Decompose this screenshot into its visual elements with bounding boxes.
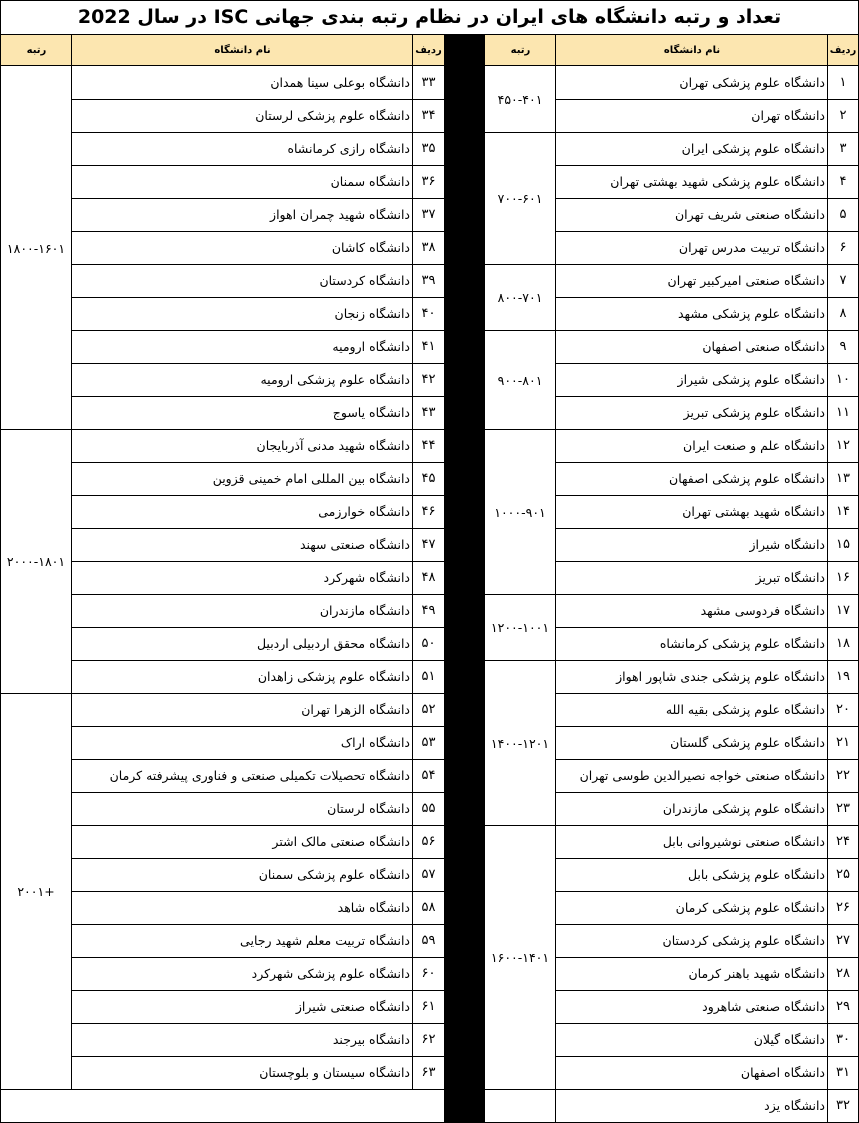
table-row xyxy=(555,826,858,859)
table-row xyxy=(71,892,444,925)
table-row xyxy=(555,529,858,562)
row-number: ۵ xyxy=(839,207,847,222)
row-number: ۲۱ xyxy=(836,735,850,750)
empty-row xyxy=(1,1090,444,1123)
row-number: ۲ xyxy=(839,108,847,123)
row-number: ۶۱ xyxy=(421,999,436,1014)
university-name: دانشگاه رازی کرمانشاه xyxy=(287,141,410,156)
table-row xyxy=(71,133,444,166)
row-number: ۱۰ xyxy=(836,372,850,387)
row-number: ۱۵ xyxy=(836,537,850,552)
row-number: ۴۲ xyxy=(421,372,436,387)
table-row xyxy=(71,958,444,991)
table-row xyxy=(71,166,444,199)
university-name: دانشگاه شهید بهشتی تهران xyxy=(682,504,825,519)
university-name: دانشگاه یزد xyxy=(764,1098,825,1113)
university-name: دانشگاه علوم پزشکی مازندران xyxy=(662,801,825,816)
university-name: دانشگاه تحصیلات تکمیلی صنعتی و فناوری پیشرفته کرمان xyxy=(109,768,410,783)
row-number: ۴۳ xyxy=(421,405,436,420)
table-row xyxy=(71,595,444,628)
table-row xyxy=(71,694,444,727)
table-row xyxy=(555,100,858,133)
table-row xyxy=(555,958,858,991)
table-row xyxy=(71,496,444,529)
row-number: ۳۰ xyxy=(836,1032,850,1047)
table-row xyxy=(71,199,444,232)
row-number: ۵۳ xyxy=(421,735,436,750)
university-name: دانشگاه علوم پزشکی اصفهان xyxy=(669,471,825,486)
university-name: دانشگاه علوم پزشکی شهرکرد xyxy=(251,966,410,981)
row-number: ۴۰ xyxy=(421,306,436,321)
table-row xyxy=(555,892,858,925)
table-row xyxy=(555,793,858,826)
row-number: ۳۸ xyxy=(421,240,436,255)
row-number: ۳۱ xyxy=(836,1065,850,1080)
university-name: دانشگاه علوم پزشکی ارومیه xyxy=(260,372,410,387)
table-row xyxy=(555,166,858,199)
university-name: دانشگاه علوم پزشکی سمنان xyxy=(258,867,410,882)
rank-group: ۷۰۰-۶۰۱ xyxy=(485,133,555,265)
row-number: ۲۷ xyxy=(836,933,850,948)
header-row-number-right: ردیف xyxy=(828,34,858,66)
table-row xyxy=(555,925,858,958)
row-number: ۴۷ xyxy=(421,537,436,552)
table-row xyxy=(555,628,858,661)
row-number: ۳۳ xyxy=(421,75,436,90)
row-number: ۲۳ xyxy=(836,801,850,816)
table-row xyxy=(71,331,444,364)
university-name: دانشگاه کاشان xyxy=(331,240,410,255)
university-name: دانشگاه علوم پزشکی مشهد xyxy=(678,306,825,321)
rank-group: +۲۰۰۱ xyxy=(1,694,71,1090)
row-number: ۵۹ xyxy=(421,933,436,948)
table-row xyxy=(71,430,444,463)
row-number: ۵۴ xyxy=(421,768,436,783)
university-name: دانشگاه سمنان xyxy=(330,174,410,189)
university-name: دانشگاه صنعتی سهند xyxy=(299,537,410,552)
table-row xyxy=(555,859,858,892)
row-number: ۵۵ xyxy=(421,801,436,816)
table-row xyxy=(555,496,858,529)
table-row xyxy=(555,661,858,694)
university-name: دانشگاه سیستان و بلوچستان xyxy=(259,1065,410,1080)
university-name: دانشگاه خوارزمی xyxy=(318,504,410,519)
university-name: دانشگاه علوم پزشکی بقیه الله xyxy=(665,702,825,717)
row-number: ۲۲ xyxy=(836,768,850,783)
university-name: دانشگاه شهید مدنی آذربایجان xyxy=(256,438,410,453)
table-row xyxy=(555,133,858,166)
table-row xyxy=(71,529,444,562)
table-row xyxy=(71,859,444,892)
university-name: دانشگاه علوم پزشکی تبریز xyxy=(683,405,825,420)
row-number: ۹ xyxy=(839,339,847,354)
university-name: دانشگاه علوم پزشکی کردستان xyxy=(662,933,825,948)
university-name: دانشگاه صنعتی خواجه نصیرالدین طوسی تهران xyxy=(579,768,825,783)
row-number: ۲۶ xyxy=(836,900,850,915)
table-row xyxy=(555,991,858,1024)
row-number: ۵۱ xyxy=(421,669,436,684)
university-name: دانشگاه علوم پزشکی زاهدان xyxy=(257,669,410,684)
rank-group: ۱۴۰۰-۱۲۰۱ xyxy=(485,661,555,826)
row-number: ۳ xyxy=(839,141,847,156)
table-row xyxy=(71,991,444,1024)
university-name: دانشگاه علوم پزشکی لرستان xyxy=(255,108,410,123)
rank-group: ۸۰۰-۷۰۱ xyxy=(485,265,555,331)
table-row xyxy=(555,397,858,430)
rank-group: ۱۶۰۰-۱۴۰۱ xyxy=(485,826,555,1090)
row-number: ۱۷ xyxy=(836,603,850,618)
row-number: ۴۵ xyxy=(421,471,436,486)
row-number: ۲۹ xyxy=(836,999,850,1014)
university-name: دانشگاه شیراز xyxy=(749,537,825,552)
row-number: ۱ xyxy=(839,75,847,90)
table-row xyxy=(71,760,444,793)
university-name: دانشگاه تبریز xyxy=(755,570,825,585)
university-name: دانشگاه شهید چمران اهواز xyxy=(270,207,410,222)
row-number: ۳۴ xyxy=(421,108,436,123)
university-name: دانشگاه صنعتی شریف تهران xyxy=(674,207,825,222)
row-number: ۱۴ xyxy=(836,504,850,519)
row-number: ۱۲ xyxy=(836,438,850,453)
table-row xyxy=(555,67,858,100)
row-number: ۵۸ xyxy=(421,900,436,915)
row-number: ۱۱ xyxy=(836,405,850,420)
row-number: ۱۹ xyxy=(836,669,850,684)
university-name: دانشگاه علوم پزشکی شیراز xyxy=(677,372,825,387)
university-name: دانشگاه بیرجند xyxy=(332,1032,410,1047)
row-number: ۶۳ xyxy=(421,1065,436,1080)
table-row xyxy=(71,562,444,595)
table-row xyxy=(555,364,858,397)
university-name: دانشگاه اراک xyxy=(340,735,410,750)
row-number: ۵۷ xyxy=(421,867,436,882)
row-number: ۳۶ xyxy=(421,174,436,189)
university-name: دانشگاه علوم پزشکی تهران xyxy=(679,75,825,90)
row-number: ۳۷ xyxy=(421,207,436,222)
row-number: ۸ xyxy=(839,306,847,321)
university-name: دانشگاه شهرکرد xyxy=(323,570,410,585)
university-name: دانشگاه گیلان xyxy=(753,1032,825,1047)
row-number: ۵۶ xyxy=(421,834,436,849)
table-row xyxy=(555,430,858,463)
university-name: دانشگاه تهران xyxy=(751,108,825,123)
university-name: دانشگاه اصفهان xyxy=(740,1065,825,1080)
table-row xyxy=(71,925,444,958)
row-number: ۲۵ xyxy=(836,867,850,882)
table-row xyxy=(71,463,444,496)
row-number: ۴۴ xyxy=(421,438,436,453)
table-row xyxy=(71,1057,444,1090)
table-row xyxy=(555,331,858,364)
university-name: دانشگاه علوم پزشکی ایران xyxy=(681,141,825,156)
table-row xyxy=(555,1090,858,1123)
row-number: ۶ xyxy=(839,240,847,255)
header-university-name-right: نام دانشگاه xyxy=(556,34,828,66)
header-university-name-left: نام دانشگاه xyxy=(72,34,413,66)
row-number: ۲۸ xyxy=(836,966,850,981)
table-row xyxy=(71,364,444,397)
table-row xyxy=(71,298,444,331)
university-name: دانشگاه شهید باهنر کرمان xyxy=(688,966,825,981)
table-row xyxy=(555,298,858,331)
table-row xyxy=(71,1024,444,1057)
university-name: دانشگاه یاسوج xyxy=(332,405,410,420)
center-divider xyxy=(444,34,485,1122)
university-name: دانشگاه صنعتی نوشیروانی بابل xyxy=(662,834,825,849)
university-name: دانشگاه فردوسی مشهد xyxy=(700,603,825,618)
university-name: دانشگاه تربیت مدرس تهران xyxy=(678,240,825,255)
university-name: دانشگاه بین المللی امام خمینی قزوین xyxy=(212,471,410,486)
university-name: دانشگاه صنعتی اصفهان xyxy=(702,339,825,354)
row-number: ۴۱ xyxy=(421,339,436,354)
university-name: دانشگاه زنجان xyxy=(334,306,410,321)
row-number: ۱۳ xyxy=(836,471,850,486)
university-name: دانشگاه صنعتی شاهرود xyxy=(702,999,825,1014)
table-row xyxy=(71,826,444,859)
header-row-number-left: ردیف xyxy=(413,34,444,66)
row-number: ۱۶ xyxy=(836,570,850,585)
university-name: دانشگاه تربیت معلم شهید رجایی xyxy=(240,933,410,948)
table-row xyxy=(71,232,444,265)
table-row xyxy=(555,463,858,496)
row-number: ۳۵ xyxy=(421,141,436,156)
table-row xyxy=(555,562,858,595)
row-number: ۴۸ xyxy=(421,570,436,585)
row-number: ۵۲ xyxy=(421,702,436,717)
table-row xyxy=(555,1057,858,1090)
university-name: دانشگاه علم و صنعت ایران xyxy=(683,438,825,453)
table-row xyxy=(555,199,858,232)
row-number: ۶۰ xyxy=(421,966,436,981)
university-name: دانشگاه لرستان xyxy=(327,801,410,816)
table-row xyxy=(555,694,858,727)
table-row xyxy=(71,628,444,661)
table-row xyxy=(71,397,444,430)
row-number: ۴۹ xyxy=(421,603,436,618)
university-name: دانشگاه صنعتی امیرکبیر تهران xyxy=(667,273,825,288)
table-row xyxy=(555,232,858,265)
header-rank-left: رتبه xyxy=(1,34,72,66)
row-number: ۱۸ xyxy=(836,636,850,651)
rank-group: ۹۰۰-۸۰۱ xyxy=(485,331,555,430)
university-name: دانشگاه علوم پزشکی کرمانشاه xyxy=(659,636,825,651)
rank-group: ۴۵۰-۴۰۱ xyxy=(485,67,555,133)
header-rank-right: رتبه xyxy=(485,34,556,66)
table-row xyxy=(71,100,444,133)
row-number: ۲۰ xyxy=(836,702,850,717)
university-name: دانشگاه الزهرا تهران xyxy=(301,702,410,717)
university-name: دانشگاه علوم پزشکی جندی شاپور اهواز xyxy=(616,669,825,684)
row-number: ۶۲ xyxy=(421,1032,436,1047)
table-row xyxy=(555,1024,858,1057)
university-name: دانشگاه مازندران xyxy=(319,603,410,618)
table-row xyxy=(555,727,858,760)
row-number: ۴۶ xyxy=(421,504,436,519)
row-number: ۳۹ xyxy=(421,273,436,288)
university-name: دانشگاه علوم پزشکی شهید بهشتی تهران xyxy=(610,174,825,189)
rank-group: ۱۸۰۰-۱۶۰۱ xyxy=(1,67,71,430)
university-name: دانشگاه علوم پزشکی بابل xyxy=(687,867,825,882)
row-number: ۲۴ xyxy=(836,834,850,849)
university-name: دانشگاه صنعتی مالک اشتر xyxy=(272,834,410,849)
rank-group: ۱۰۰۰-۹۰۱ xyxy=(485,430,555,595)
rank-group: ۲۰۰۰-۱۸۰۱ xyxy=(1,430,71,694)
table-row xyxy=(555,595,858,628)
table-row xyxy=(555,760,858,793)
university-name: دانشگاه کردستان xyxy=(319,273,410,288)
university-name: دانشگاه علوم پزشکی کرمان xyxy=(675,900,825,915)
page-title: تعداد و رتبه دانشگاه های ایران در نظام رتبه بندی جهانی ISC در سال 2022 xyxy=(77,6,782,28)
university-name: دانشگاه شاهد xyxy=(337,900,410,915)
university-name: دانشگاه محقق اردبیلی اردبیل xyxy=(256,636,410,651)
row-number: ۴ xyxy=(839,174,847,189)
university-name: دانشگاه ارومیه xyxy=(332,339,410,354)
row-number: ۷ xyxy=(839,273,847,288)
university-name: دانشگاه صنعتی شیراز xyxy=(295,999,410,1014)
row-number: ۳۲ xyxy=(836,1098,850,1113)
university-name: دانشگاه علوم پزشکی گلستان xyxy=(670,735,825,750)
rank-group: ۱۲۰۰-۱۰۰۱ xyxy=(485,595,555,661)
table-row xyxy=(555,265,858,298)
table-row xyxy=(71,793,444,826)
table-row xyxy=(71,727,444,760)
table-row xyxy=(71,67,444,100)
table-row xyxy=(71,265,444,298)
university-name: دانشگاه بوعلی سینا همدان xyxy=(270,75,410,90)
table-row xyxy=(71,661,444,694)
row-number: ۵۰ xyxy=(421,636,436,651)
